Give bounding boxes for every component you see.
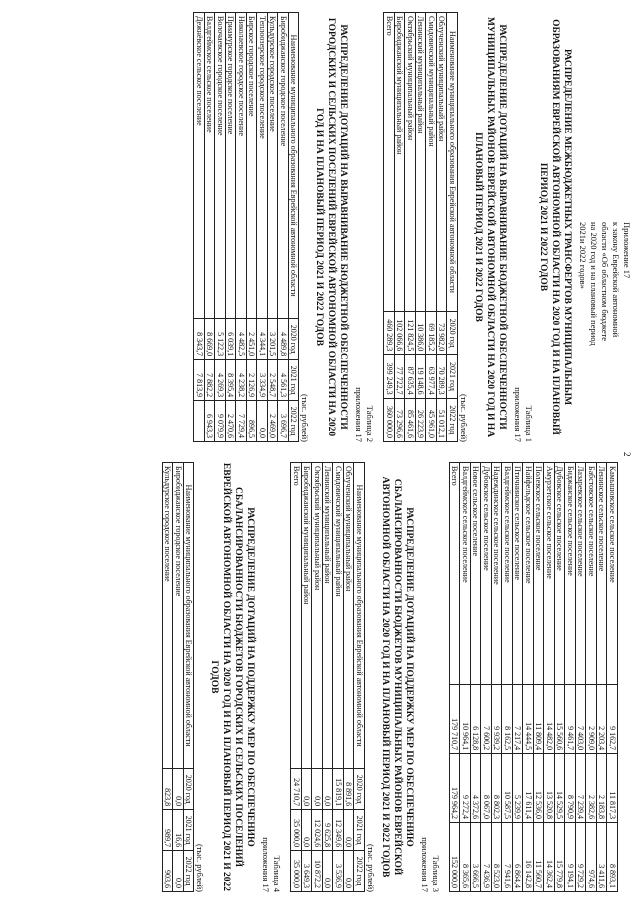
amount-cell: 9 729,2	[576, 823, 587, 892]
appendix-header	[577, 222, 632, 442]
appendix-ref: приложения 17	[354, 387, 365, 442]
table-body	[291, 463, 354, 892]
table-label: Таблица 1	[524, 405, 534, 442]
amount-cell: 823,8	[163, 769, 174, 810]
table-row	[395, 13, 406, 442]
municipality-name-cell: Амурзетское сельское поселение	[544, 463, 555, 685]
amount-cell: 3 201,5	[268, 319, 279, 360]
amount-cell: 19 148,6	[416, 355, 427, 398]
amount-cell: 8 343,7	[194, 319, 205, 360]
appendix-ref: приложения 17	[513, 387, 523, 442]
amount-cell: 0,0	[257, 401, 268, 442]
municipality-name-cell: Всего	[450, 463, 461, 685]
header-cell: 2021 год	[447, 355, 458, 398]
amount-cell: 0,0	[344, 810, 355, 851]
amount-cell: 16 142,8	[523, 823, 534, 892]
amount-cell: 3 696,7	[278, 401, 289, 442]
municipality-name-cell: Смидовичский муниципальный район	[333, 463, 344, 769]
amount-cell: 0,0	[302, 810, 313, 851]
amount-cell: 9 939,2	[492, 685, 503, 754]
amount-cell: 2 203,4	[597, 685, 608, 754]
amount-cell: 989,7	[163, 810, 174, 851]
amount-cell: 73 982,0	[437, 311, 448, 354]
amount-cell: 10 587,5	[502, 754, 513, 823]
table-row	[481, 463, 492, 892]
amount-cell: 8 802,3	[492, 754, 503, 823]
municipality-name-cell: Кульдурское городское поселение	[163, 463, 174, 769]
amount-cell: 2 451,0	[247, 319, 258, 360]
amount-cell: 152 000,0	[450, 823, 461, 892]
units-label: (тыс. рублей)	[366, 843, 376, 892]
municipality-name-cell: Биробиджанское городское поселение	[278, 13, 289, 319]
municipality-name-cell: Валдгеймское сельское поселение	[502, 463, 513, 685]
amount-cell: 73 296,6	[395, 398, 406, 441]
units-label: (тыс. рублей)	[459, 393, 469, 442]
table-row	[163, 463, 174, 892]
amount-cell: 2 382,6	[586, 754, 597, 823]
header-cell: 2020 год	[289, 319, 300, 360]
amount-cell: 51 012,1	[437, 398, 448, 441]
amount-cell: 10 386,0	[416, 311, 427, 354]
table-row	[597, 463, 608, 892]
amount-cell: 2 548,7	[268, 360, 279, 401]
amount-cell: 11 809,4	[534, 685, 545, 754]
amount-cell: 8 067,0	[481, 754, 492, 823]
municipality-name-cell: Дежнёвское сельское поселение	[194, 13, 205, 319]
municipality-name-cell: Николаевское городское поселение	[236, 13, 247, 319]
amount-cell: 3 536,9	[333, 851, 344, 892]
table-body	[450, 463, 618, 892]
amount-cell: 14 362,4	[544, 823, 555, 892]
units-label: (тыс. рублей)	[300, 393, 311, 442]
table-row	[215, 13, 226, 442]
amount-cell: 8 669,0	[205, 319, 216, 360]
table-row	[302, 463, 313, 892]
table-header-row	[447, 13, 458, 442]
table-label: Таблица 4	[272, 855, 283, 892]
amount-cell: 6 039,1	[226, 319, 237, 360]
municipality-name-cell: Октябрьский муниципальный район	[312, 463, 323, 769]
table-header-row	[354, 463, 365, 892]
amount-cell: 360 000,0	[384, 398, 395, 441]
municipality-name-cell: Кульдурское городское поселение	[268, 13, 279, 319]
amount-cell: 3 649,3	[302, 851, 313, 892]
table-row	[384, 13, 395, 442]
amount-cell: 6 943,3	[205, 401, 216, 442]
municipality-name-cell: Бабстовское сельское поселение	[586, 463, 597, 685]
amount-cell: 7 729,4	[236, 401, 247, 442]
municipality-name-cell: Полевское сельское поселение	[534, 463, 545, 685]
amount-cell: 9 194,1	[565, 823, 576, 892]
amount-cell: 7 941,6	[502, 823, 513, 892]
table-row	[257, 13, 268, 442]
header-cell: Наименование муниципального образования Еврейской автономной области	[447, 13, 458, 312]
amount-cell: 8 893,1	[607, 823, 618, 892]
amount-cell: 10 964,1	[460, 685, 471, 754]
amount-cell: 15 560,6	[555, 685, 566, 754]
table-body	[163, 463, 184, 892]
amount-cell: 5 122,3	[215, 319, 226, 360]
table-label: Таблица 2	[365, 405, 376, 442]
amount-cell: 11 560,7	[534, 823, 545, 892]
appendix-line: Приложение 17	[622, 222, 632, 279]
table-row	[173, 463, 184, 892]
amount-cell: 14 529,5	[555, 754, 566, 823]
amount-cell: 121 824,5	[405, 311, 416, 354]
districts-balance-table	[291, 462, 366, 892]
table-row	[323, 463, 334, 892]
amount-cell: 77 722,7	[395, 355, 406, 398]
amount-cell: 0,0	[173, 851, 184, 892]
amount-cell: 7 239,4	[576, 754, 587, 823]
amount-cell: 903,6	[163, 851, 174, 892]
amount-cell: 8 162,5	[502, 685, 513, 754]
municipality-name-cell: Ленинский муниципальный район	[323, 463, 334, 769]
amount-cell: 87 635,4	[405, 355, 416, 398]
amount-cell: 4 482,5	[236, 319, 247, 360]
table-row	[291, 463, 302, 892]
municipality-name-cell: Волочаевское городское поселение	[215, 13, 226, 319]
table-row	[492, 463, 503, 892]
amount-cell: 8 365,6	[460, 823, 471, 892]
table-row	[333, 463, 344, 892]
table-row	[194, 13, 205, 442]
table-row	[502, 463, 513, 892]
table-row	[236, 13, 247, 442]
amount-cell: 4 489,8	[278, 319, 289, 360]
amount-cell: 85 461,6	[405, 398, 416, 441]
settlements-balance-table	[162, 462, 195, 892]
municipality-name-cell: Валдгеймское сельское поселение	[205, 13, 216, 319]
header-cell: 2020 год	[354, 769, 365, 810]
amount-cell: 14 482,0	[544, 685, 555, 754]
amount-cell: 0,0	[344, 851, 355, 892]
header-cell: 2022 год	[447, 398, 458, 441]
amount-cell: 12 349,6	[333, 810, 344, 851]
table-row	[437, 13, 448, 442]
amount-cell: 63 977,4	[426, 355, 437, 398]
amount-cell: 7 403,0	[576, 685, 587, 754]
amount-cell: 102 066,6	[395, 311, 406, 354]
municipality-name-cell: Ленинское сельское поселение	[597, 463, 608, 685]
table-row	[405, 13, 416, 442]
amount-cell: 6 128,8	[471, 685, 482, 754]
amount-cell: 10 872,2	[312, 851, 323, 892]
amount-cell: 4 561,3	[278, 360, 289, 401]
amount-cell: 7 436,9	[481, 823, 492, 892]
header-cell: Наименование муниципального образования Еврейской автономной области	[184, 463, 195, 769]
municipality-name-cell: Октябрьский муниципальный район	[405, 13, 416, 312]
transfers-title: РАСПРЕДЕЛЕНИЕ МЕЖБЮДЖЕТНЫХ ТРАНСФЕРТОВ МУНИЦИПАЛЬНЫМ ОБРАЗОВАНИЯМ ЕВРЕЙСКОЙ АВТОНОМНОЙ ОБЛАСТИ НА 2020 ГОД И НА ПЛАНОВЫЙ ПЕРИОД 2021 И 2022 ГОДОВ	[538, 19, 572, 435]
header-cell: Наименование муниципального образования Еврейской автономной области	[289, 13, 300, 319]
header-cell: 2021 год	[354, 810, 365, 851]
municipality-name-cell: Биджанское сельское поселение	[565, 463, 576, 685]
appendix-line: области «Об областном бюджете	[600, 222, 610, 341]
table-title: РАСПРЕДЕЛЕНИЕ ДОТАЦИЙ НА ВЫРАВНИВАНИЕ БЮДЖЕТНОЙ ОБЕСПЕЧЕННОСТИ ГОРОДСКИХ И СЕЛЬСКИХ ПОСЕЛЕНИЙ ЕВРЕЙСКОЙ АВТОНОМНОЙ ОБЛАСТИ НА 2020 ГОД И НА ПЛАНОВЫЙ ПЕРИОД 2021 И 2022 ГОДОВ	[314, 17, 349, 437]
amount-cell: 9 461,7	[565, 685, 576, 754]
table-row	[544, 463, 555, 892]
amount-cell: 0,0	[173, 769, 184, 810]
table-title: РАСПРЕДЕЛЕНИЕ ДОТАЦИЙ НА ВЫРАВНИВАНИЕ БЮДЖЕТНОЙ ОБЕСПЕЧЕННОСТИ МУНИЦИПАЛЬНЫХ РАЙОНОВ ЕВРЕЙСКОЙ АВТОНОМНОЙ ОБЛАСТИ НА 2020 ГОД И НА ПЛАНОВЫЙ ПЕРИОД 2021 И 2022 ГОДОВ	[473, 16, 507, 438]
municipality-name-cell: Смидовичский муниципальный район	[426, 13, 437, 312]
municipality-name-cell: Найфельдское сельское поселение	[523, 463, 534, 685]
amount-cell: 179 964,2	[450, 754, 461, 823]
municipality-name-cell: Валдгеймское сельское поселение	[460, 463, 471, 685]
header-cell: 2020 год	[447, 311, 458, 354]
table-row	[576, 463, 587, 892]
table-body	[194, 13, 289, 442]
amount-cell: 69 185,2	[426, 311, 437, 354]
table-row	[471, 463, 482, 892]
amount-cell: 0,0	[312, 769, 323, 810]
municipality-name-cell: Дубовское сельское поселение	[555, 463, 566, 685]
appendix-line: 2021и 2022 годов»	[578, 222, 588, 289]
amount-cell: 4 269,3	[215, 360, 226, 401]
table-row	[586, 463, 597, 892]
amount-cell: 26 223,9	[416, 398, 427, 441]
header-cell: 2020 год	[184, 769, 195, 810]
header-cell: 2021 год	[184, 810, 195, 851]
amount-cell: 17 611,4	[523, 754, 534, 823]
amount-cell: 12 536,0	[534, 754, 545, 823]
amount-cell: 3 666,5	[471, 823, 482, 892]
amount-cell: 399 249,3	[384, 355, 395, 398]
amount-cell: 8 891,6	[344, 769, 355, 810]
amount-cell: 7 882,2	[205, 360, 216, 401]
municipality-name-cell: Камышовское сельское поселение	[607, 463, 618, 685]
amount-cell: 16,6	[173, 810, 184, 851]
table-row	[555, 463, 566, 892]
table-row	[416, 13, 427, 442]
municipality-name-cell: Ленинский муниципальный район	[416, 13, 427, 312]
table-header-row	[289, 13, 300, 442]
municipality-name-cell: Дубовское сельское поселение	[481, 463, 492, 685]
table-title: РАСПРЕДЕЛЕНИЕ ДОТАЦИЙ НА ПОДДЕРЖКУ МЕР ПО ОБЕСПЕЧЕНИЮ СБАЛАНСИРОВАННОСТИ БЮДЖЕТОВ МУНИЦИПАЛЬНЫХ РАЙОНОВ ЕВРЕЙСКОЙ АВТОНОМНОЙ ОБЛАСТИ НА 2020 ГОД И НА ПЛАНОВЫЙ ПЕРИОД 2021 И 2022 ГОДОВ	[380, 476, 414, 878]
header-cell: 2022 год	[289, 401, 300, 442]
amount-cell: 2 470,6	[226, 401, 237, 442]
units-label: (тыс. рублей)	[195, 843, 206, 892]
amount-cell: 9 272,4	[460, 754, 471, 823]
appendix-ref: приложения 17	[420, 837, 430, 892]
settlements-equalization-table-continued	[449, 462, 618, 892]
left-column	[194, 12, 633, 442]
amount-cell: 70 289,3	[437, 355, 448, 398]
amount-cell: 14 444,5	[523, 685, 534, 754]
municipality-name-cell: Теплоозерское городское поселение	[257, 13, 268, 319]
appendix-line: на 2020 год и на плановый период	[589, 222, 599, 346]
amount-cell: 9 625,8	[323, 810, 334, 851]
amount-cell: 0,0	[323, 769, 334, 810]
table-header-row	[184, 463, 195, 892]
amount-cell: 24 710,7	[291, 769, 302, 810]
table-row	[607, 463, 618, 892]
amount-cell: 5 239,9	[513, 754, 524, 823]
amount-cell: 6 864,4	[513, 823, 524, 892]
table-row	[278, 13, 289, 442]
amount-cell: 7 600,2	[481, 685, 492, 754]
municipality-name-cell: Бирское городское поселение	[247, 13, 258, 319]
amount-cell: 45 961,0	[426, 398, 437, 441]
table-row	[513, 463, 524, 892]
header-cell: 2022 год	[354, 851, 365, 892]
municipality-name-cell: Всего	[384, 13, 395, 312]
amount-cell: 0,0	[323, 851, 334, 892]
amount-cell: 0,0	[302, 769, 313, 810]
table-row	[344, 463, 355, 892]
table-row	[523, 463, 534, 892]
table-label: Таблица 3	[431, 855, 441, 892]
table-row	[312, 463, 323, 892]
table-row	[226, 13, 237, 442]
amount-cell: 15 779,8	[555, 823, 566, 892]
settlements-equalization-table	[194, 12, 300, 442]
municipality-name-cell: Биробиджанский муниципальный район	[395, 13, 406, 312]
amount-cell: 2 909,0	[586, 685, 597, 754]
amount-cell: 9 079,9	[215, 401, 226, 442]
amount-cell	[194, 401, 205, 442]
appendix-line: к закону Еврейской автономной	[611, 222, 621, 338]
table-body	[384, 13, 447, 442]
table-row	[205, 13, 216, 442]
amount-cell: 9 162,7	[607, 685, 618, 754]
municipality-name-cell: Новое сельское поселение	[471, 463, 482, 685]
amount-cell: 974,6	[586, 823, 597, 892]
amount-cell: 4 344,1	[257, 319, 268, 360]
right-column	[162, 462, 632, 892]
amount-cell: 2 183,8	[597, 754, 608, 823]
appendix-ref: приложения 17	[261, 837, 272, 892]
municipality-name-cell: Птичнинское сельское поселение	[513, 463, 524, 685]
amount-cell: 179 710,7	[450, 685, 461, 754]
table-row	[426, 13, 437, 442]
municipality-name-cell: Облученский муниципальный район	[344, 463, 355, 769]
municipality-name-cell: Облученский муниципальный район	[437, 13, 448, 312]
amount-cell: 11 817,3	[607, 754, 618, 823]
amount-cell: 15 819,1	[333, 769, 344, 810]
amount-cell: 896,5	[247, 401, 258, 442]
page-number: 2	[622, 452, 632, 457]
table-row	[247, 13, 258, 442]
amount-cell: 3 334,9	[257, 360, 268, 401]
amount-cell: 4 238,2	[236, 360, 247, 401]
amount-cell: 12 024,6	[312, 810, 323, 851]
municipality-name-cell: Приамурское городское поселение	[226, 13, 237, 319]
table-row	[460, 463, 471, 892]
amount-cell: 35 000,0	[291, 851, 302, 892]
header-cell: Наименование муниципального образования Еврейской автономной области	[354, 463, 365, 769]
amount-cell: 3 411,6	[597, 823, 608, 892]
municipality-name-cell: Надеждинское сельское поселение	[492, 463, 503, 685]
table-row	[565, 463, 576, 892]
table-title: РАСПРЕДЕЛЕНИЕ ДОТАЦИЙ НА ПОДДЕРЖКУ МЕР ПО ОБЕСПЕЧЕНИЮ СБАЛАНСИРОВАННОСТИ БЮДЖЕТОВ ГОРОДСКИХ И СЕЛЬСКИХ ПОСЕЛЕНИЙ ЕВРЕЙСКОЙ АВТОНОМНОЙ ОБЛАСТИ НА 2020 ГОД И НА ПЛАНОВЫЙ ПЕРИОД 2021 И 2022 ГОДОВ	[209, 462, 256, 892]
amount-cell: 13 520,8	[544, 754, 555, 823]
municipality-name-cell: Всего	[291, 463, 302, 769]
districts-equalization-table	[384, 12, 459, 442]
amount-cell: 2 126,9	[247, 360, 258, 401]
amount-cell: 460 289,3	[384, 311, 395, 354]
amount-cell: 8 523,0	[492, 823, 503, 892]
amount-cell: 7 813,9	[194, 360, 205, 401]
header-cell: 2022 год	[184, 851, 195, 892]
amount-cell: 8 395,4	[226, 360, 237, 401]
amount-cell: 2 469,0	[268, 401, 279, 442]
municipality-name-cell: Биробиджанское городское поселение	[173, 463, 184, 769]
amount-cell: 7 217,4	[513, 685, 524, 754]
amount-cell: 8 790,9	[565, 754, 576, 823]
amount-cell: 4 372,6	[471, 754, 482, 823]
header-cell: 2021 год	[289, 360, 300, 401]
table-row	[450, 463, 461, 892]
municipality-name-cell: Лазаревское сельское поселение	[576, 463, 587, 685]
table-row	[268, 13, 279, 442]
amount-cell: 35 000,0	[291, 810, 302, 851]
municipality-name-cell: Биробиджанский муниципальный район	[302, 463, 313, 769]
table-row	[534, 463, 545, 892]
